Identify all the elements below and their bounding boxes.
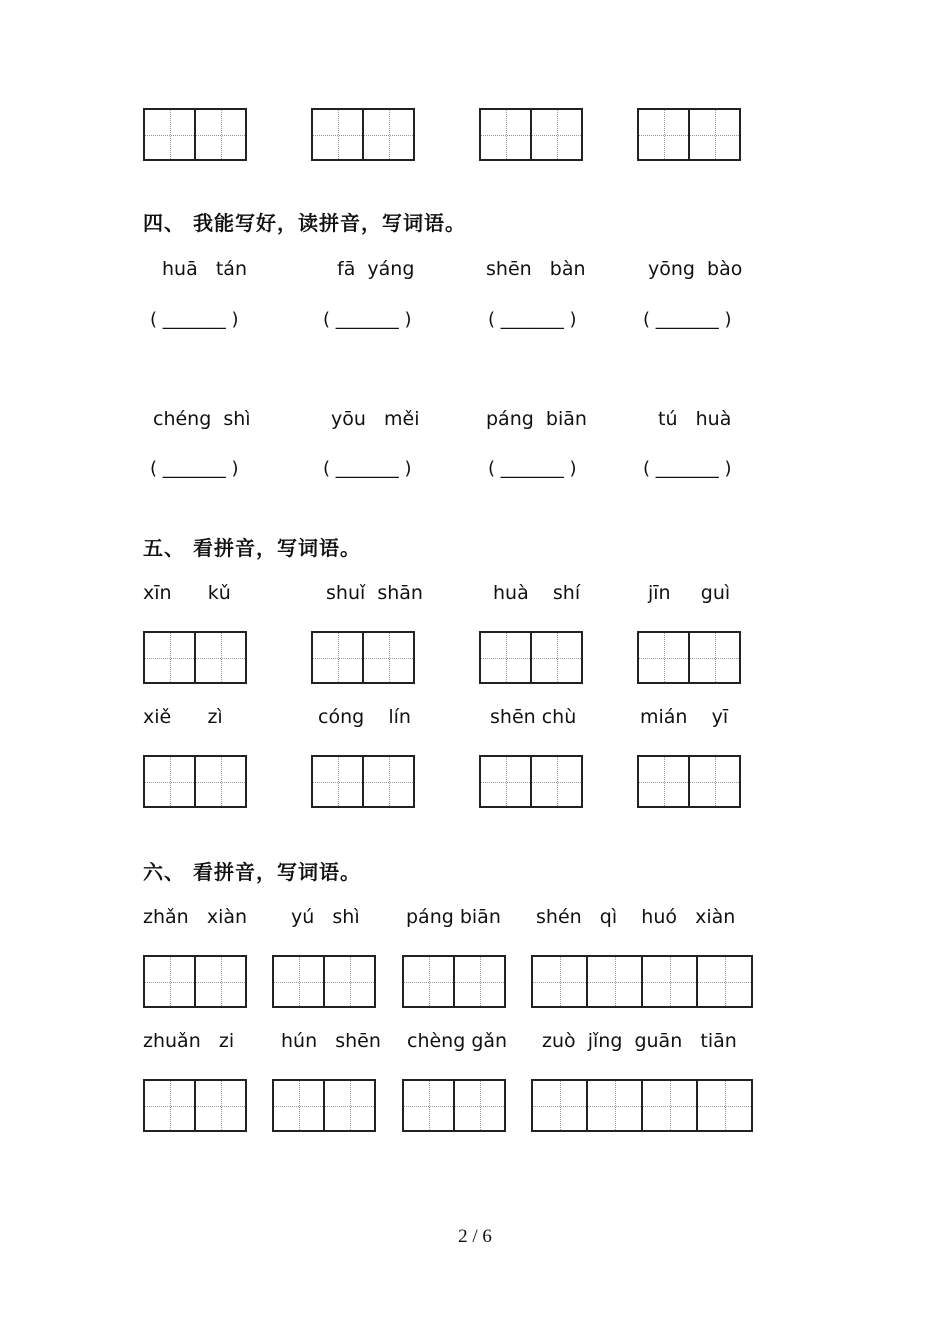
grid-cell[interactable] [479, 631, 532, 684]
writing-grid[interactable] [143, 755, 245, 808]
writing-grid[interactable] [531, 955, 751, 1008]
answer-blank[interactable]: ( _______ ) [150, 309, 239, 330]
grid-cell[interactable] [362, 108, 415, 161]
pinyin-label: chèng gǎn [407, 1030, 508, 1052]
grid-cell[interactable] [194, 955, 247, 1008]
pinyin-label: zuò jǐng guān tiān [542, 1030, 737, 1052]
pinyin-label: yōng bào [648, 258, 743, 280]
answer-blank[interactable]: ( _______ ) [150, 458, 239, 479]
pinyin-label: yōu měi [331, 408, 420, 430]
grid-cell[interactable] [641, 955, 698, 1008]
writing-grid[interactable] [272, 955, 374, 1008]
pinyin-label: shēn chù [490, 706, 577, 728]
grid-cell[interactable] [688, 108, 741, 161]
grid-cell[interactable] [586, 1079, 643, 1132]
grid-cell[interactable] [311, 631, 364, 684]
grid-cell[interactable] [586, 955, 643, 1008]
pinyin-label: xiě zì [143, 706, 223, 728]
grid-cell[interactable] [272, 1079, 325, 1132]
grid-cell[interactable] [402, 955, 455, 1008]
pinyin-label: huà shí [493, 582, 581, 604]
writing-grid[interactable] [272, 1079, 374, 1132]
writing-grid[interactable] [143, 1079, 245, 1132]
grid-cell[interactable] [194, 1079, 247, 1132]
grid-cell[interactable] [143, 755, 196, 808]
grid-cell[interactable] [531, 1079, 588, 1132]
writing-grid[interactable] [402, 955, 504, 1008]
grid-cell[interactable] [479, 108, 532, 161]
writing-grid[interactable] [637, 108, 739, 161]
writing-grid[interactable] [637, 755, 739, 808]
grid-cell[interactable] [688, 755, 741, 808]
pinyin-label: chéng shì [153, 408, 251, 430]
writing-grid[interactable] [143, 631, 245, 684]
pinyin-label: cóng lín [318, 706, 411, 728]
writing-grid[interactable] [143, 955, 245, 1008]
grid-cell[interactable] [530, 631, 583, 684]
writing-grid[interactable] [479, 108, 581, 161]
grid-cell[interactable] [323, 1079, 376, 1132]
writing-grid[interactable] [479, 755, 581, 808]
grid-cell[interactable] [641, 1079, 698, 1132]
writing-grid[interactable] [311, 108, 413, 161]
answer-blank[interactable]: ( _______ ) [488, 458, 577, 479]
grid-cell[interactable] [688, 631, 741, 684]
grid-cell[interactable] [479, 755, 532, 808]
grid-cell[interactable] [143, 1079, 196, 1132]
pinyin-label: hún shēn [281, 1030, 381, 1052]
answer-blank[interactable]: ( _______ ) [643, 309, 732, 330]
pinyin-label: fā yáng [337, 258, 415, 280]
grid-cell[interactable] [143, 631, 196, 684]
pinyin-label: huā tán [162, 258, 247, 280]
pinyin-label: shuǐ shān [326, 582, 423, 604]
pinyin-label: páng biān [406, 906, 501, 928]
pinyin-label: yú shì [291, 906, 360, 928]
grid-cell[interactable] [194, 108, 247, 161]
writing-grid[interactable] [402, 1079, 504, 1132]
grid-cell[interactable] [402, 1079, 455, 1132]
grid-cell[interactable] [696, 955, 753, 1008]
grid-cell[interactable] [531, 955, 588, 1008]
grid-cell[interactable] [362, 755, 415, 808]
grid-cell[interactable] [323, 955, 376, 1008]
grid-cell[interactable] [637, 108, 690, 161]
pinyin-label: shén qì huó xiàn [536, 906, 736, 928]
grid-cell[interactable] [530, 108, 583, 161]
grid-cell[interactable] [696, 1079, 753, 1132]
pinyin-label: zhǎn xiàn [143, 906, 248, 928]
grid-cell[interactable] [311, 108, 364, 161]
grid-cell[interactable] [194, 755, 247, 808]
pinyin-label: tú huà [658, 408, 732, 430]
grid-cell[interactable] [194, 631, 247, 684]
grid-cell[interactable] [453, 955, 506, 1008]
pinyin-label: shēn bàn [486, 258, 586, 280]
page-number: 2 / 6 [458, 1226, 492, 1247]
pinyin-label: xīn kǔ [143, 582, 231, 604]
grid-cell[interactable] [530, 755, 583, 808]
grid-cell[interactable] [453, 1079, 506, 1132]
grid-cell[interactable] [143, 955, 196, 1008]
pinyin-label: zhuǎn zi [143, 1030, 235, 1052]
grid-cell[interactable] [637, 631, 690, 684]
writing-grid[interactable] [531, 1079, 751, 1132]
grid-cell[interactable] [311, 755, 364, 808]
answer-blank[interactable]: ( _______ ) [643, 458, 732, 479]
section-heading: 五、 看拼音，写词语。 [143, 536, 361, 560]
pinyin-label: páng biān [486, 408, 587, 430]
writing-grid[interactable] [637, 631, 739, 684]
answer-blank[interactable]: ( _______ ) [488, 309, 577, 330]
pinyin-label: jīn guì [648, 582, 731, 604]
pinyin-label: mián yī [640, 706, 729, 728]
writing-grid[interactable] [311, 755, 413, 808]
writing-grid[interactable] [311, 631, 413, 684]
answer-blank[interactable]: ( _______ ) [323, 309, 412, 330]
answer-blank[interactable]: ( _______ ) [323, 458, 412, 479]
grid-cell[interactable] [143, 108, 196, 161]
writing-grid[interactable] [143, 108, 245, 161]
section-heading: 六、 看拼音，写词语。 [143, 860, 361, 884]
grid-cell[interactable] [272, 955, 325, 1008]
grid-cell[interactable] [362, 631, 415, 684]
grid-cell[interactable] [637, 755, 690, 808]
writing-grid[interactable] [479, 631, 581, 684]
section-heading: 四、 我能写好，读拼音，写词语。 [143, 211, 466, 235]
